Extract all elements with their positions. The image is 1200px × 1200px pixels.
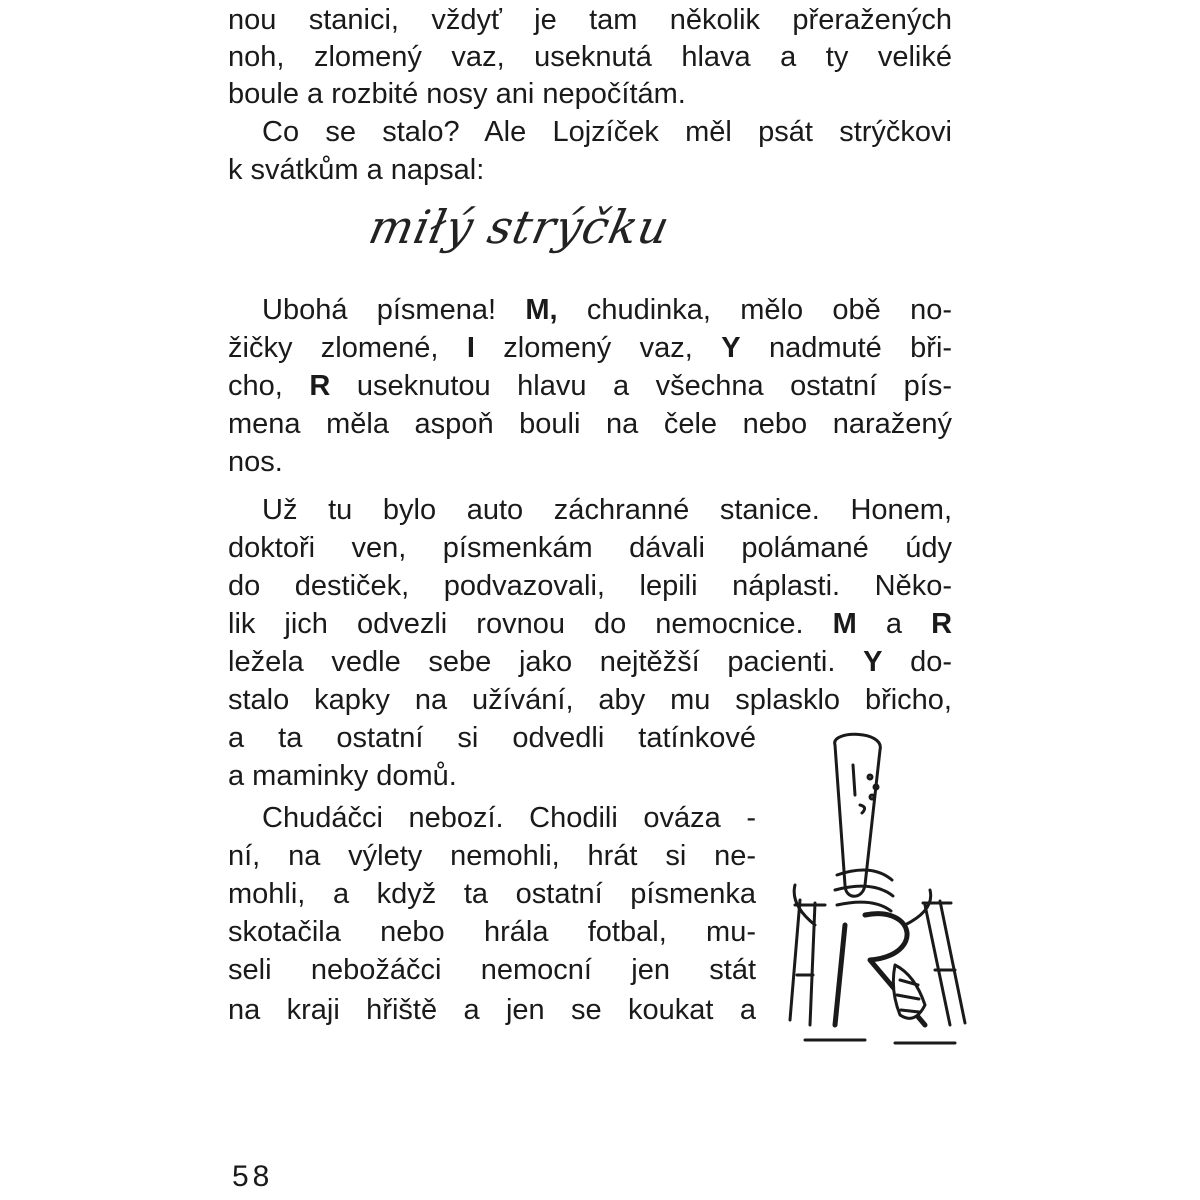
page-number: 58 <box>232 1160 274 1193</box>
text-line-10: nos. <box>228 446 283 478</box>
handwritten-greeting: miłý strýčku <box>364 200 675 254</box>
text-line-1: nou stanici, vždyť je tam několik přeražených <box>228 4 952 36</box>
text-line-16: stalo kapky na užívání, aby mu splasklo břicho, <box>228 684 952 716</box>
text-line-8: cho, R useknutou hlavu a všechna ostatní pís- <box>228 370 953 402</box>
text-line-14: lik jich odvezli rovnou do nemocnice. M a R <box>228 608 953 640</box>
text-line-18: a maminky domů. <box>228 760 457 792</box>
text-line-11: Už tu bylo auto záchranné stanice. Honem, <box>262 494 952 526</box>
text-line-9: mena měla aspoň bouli na čele nebo naražený <box>228 408 952 440</box>
text-line-20: ní, na výlety nemohli, hrát si ne- <box>228 840 756 872</box>
text-line-15: ležela vedle sebe jako nejtěžší pacienti. Y do- <box>228 646 952 678</box>
injured-letters-illustration <box>775 725 975 1055</box>
text-line-23: seli nebožáčci nemocní jen stát <box>228 954 756 986</box>
text-line-3: boule a rozbité nosy ani nepočítám. <box>228 78 686 110</box>
text-line-7: žičky zlomené, I zlomený vaz, Y nadmuté bři- <box>228 332 953 364</box>
text-line-17: a ta ostatní si odvedli tatínkové <box>228 722 756 754</box>
text-line-24: na kraji hřiště a jen se koukat a <box>228 994 756 1026</box>
text-line-2: noh, zlomený vaz, useknutá hlava a ty veliké <box>228 41 952 73</box>
text-line-12: doktoři ven, písmenkám dávali polámané údy <box>228 532 952 564</box>
text-line-6: Ubohá písmena! M, chudinka, mělo obě no- <box>262 294 952 326</box>
text-line-4: Co se stalo? Ale Lojzíček měl psát strýčkovi <box>262 116 952 148</box>
text-line-22: skotačila nebo hrála fotbal, mu- <box>228 916 756 948</box>
text-line-5: k svátkům a napsal: <box>228 154 485 186</box>
text-line-13: do destiček, podvazovali, lepili náplasti. Něko- <box>228 570 952 602</box>
text-line-21: mohli, a když ta ostatní písmenka <box>228 878 756 910</box>
text-line-19: Chudáčci nebozí. Chodili ováza - <box>262 802 756 834</box>
